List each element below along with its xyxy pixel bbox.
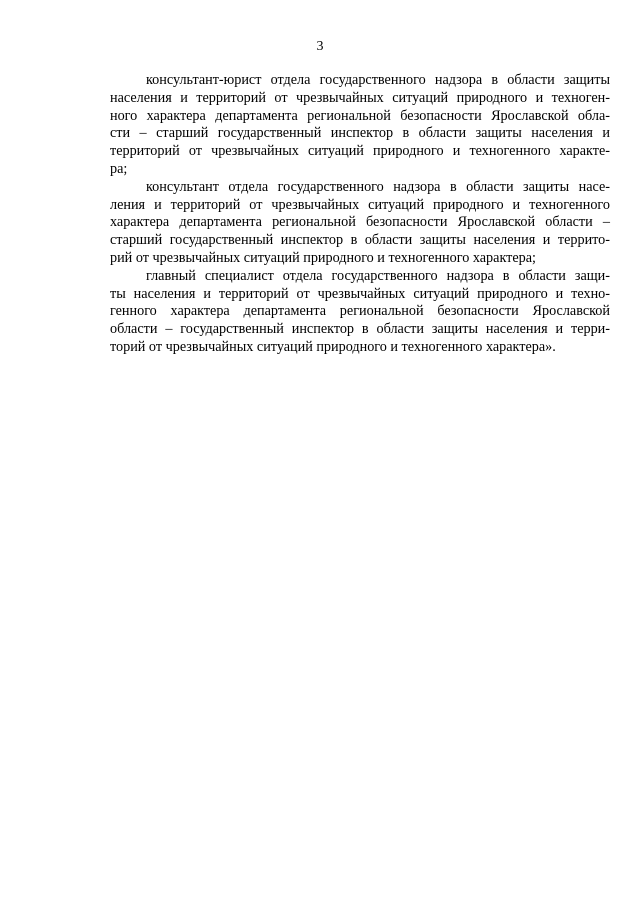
text-line: области – государственный инспектор в области защиты населения и терри-	[110, 321, 610, 338]
paragraph-consultant-lawyer	[110, 72, 610, 179]
text-line: населения и территорий от чрезвычайных ситуаций природного и техноген-	[110, 89, 610, 106]
page-number: 3	[316, 39, 324, 54]
paragraph-consultant	[110, 179, 610, 268]
text-line: торий от чрезвычайных ситуаций природного и техногенного характера».	[110, 338, 556, 355]
text-line: генного характера департамента региональной безопасности Ярославской	[110, 303, 610, 320]
text-line: характера департамента региональной безопасности Ярославской области –	[110, 214, 610, 231]
paragraph-chief-specialist	[110, 268, 610, 357]
text-line: рий от чрезвычайных ситуаций природного и техногенного характера;	[110, 249, 536, 266]
text-line: ра;	[110, 160, 128, 177]
text-line: консультант-юрист отдела государственного надзора в области защиты	[146, 72, 610, 88]
text-line: сти – старший государственный инспектор в области защиты населения и	[110, 125, 610, 142]
text-line: территорий от чрезвычайных ситуаций природного и техногенного характе-	[110, 143, 610, 160]
text-line: консультант отдела государственного надзора в области защиты насе-	[146, 178, 610, 195]
text-line: главный специалист отдела государственного надзора в области защи-	[146, 267, 610, 284]
document-body	[110, 72, 610, 357]
text-line: старший государственный инспектор в области защиты населения и террито-	[110, 232, 610, 249]
text-line: ления и территорий от чрезвычайных ситуаций природного и техногенного	[110, 196, 610, 213]
text-line: ного характера департамента региональной безопасности Ярославской обла-	[110, 107, 610, 124]
text-line: ты населения и территорий от чрезвычайных ситуаций природного и техно-	[110, 285, 610, 302]
